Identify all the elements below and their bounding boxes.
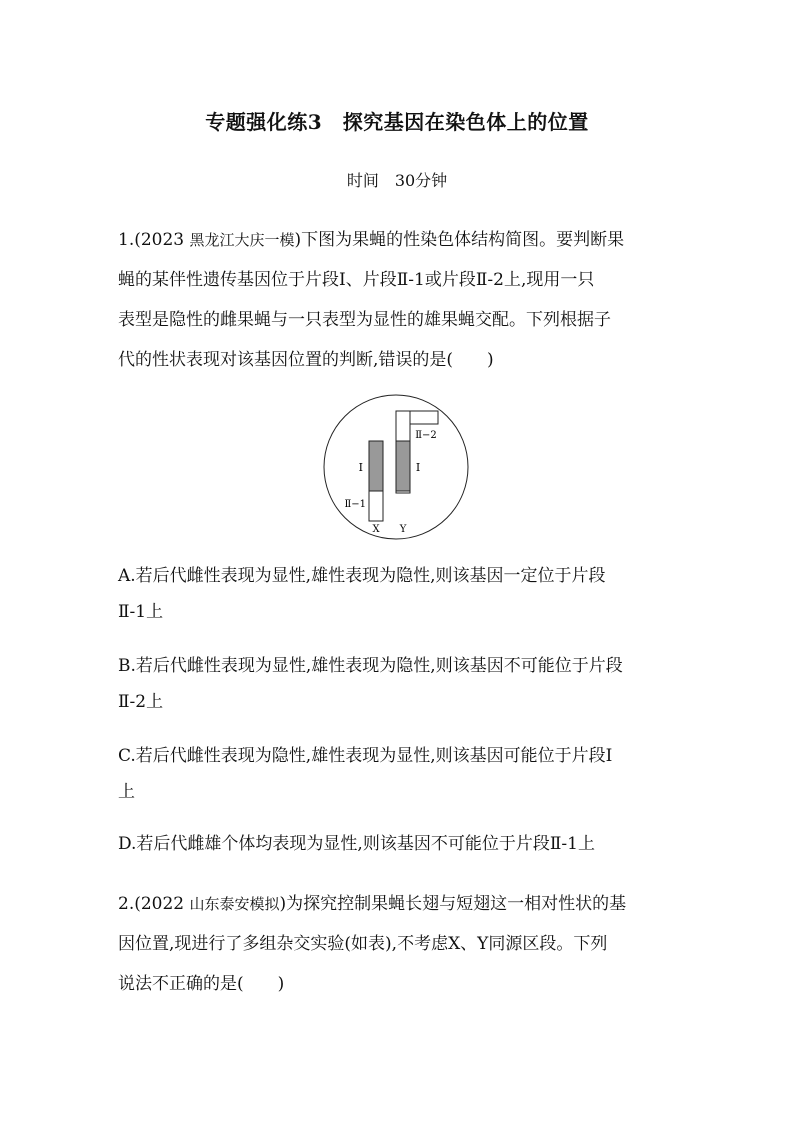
question-2-stem (118, 884, 678, 1004)
question-2-line-3: 说法不正确的是( ) (118, 974, 285, 994)
question-1-option-d (118, 826, 678, 862)
option-a-line-2: Ⅱ-1上 (118, 602, 164, 622)
question-2-line-2: 因位置,现进行了多组杂交实验(如表),不考虑X、Y同源区段。下列 (118, 934, 608, 954)
question-2-source: 山东泰安模拟 (189, 895, 280, 913)
y-label: Y (399, 524, 407, 535)
question-1-line-1 (118, 220, 678, 260)
option-b-line-2: Ⅱ-2上 (118, 692, 164, 712)
question-1-stem (118, 220, 678, 380)
question-1-option-c (118, 738, 678, 810)
option-a-line-1: A.若后代雌性表现为显性,雄性表现为隐性,则该基因一定位于片段 (118, 566, 606, 586)
question-2-line-1 (118, 884, 678, 924)
question-1-line-2: 蝇的某伴性遗传基因位于片段Ⅰ、片段Ⅱ-1或片段Ⅱ-2上,现用一只 (118, 270, 595, 290)
option-b-line-1: B.若后代雌性表现为显性,雄性表现为隐性,则该基因不可能位于片段 (118, 656, 623, 676)
option-c-line-2: 上 (118, 782, 135, 802)
page-title: 专题强化练3 探究基因在染色体上的位置 (205, 110, 589, 134)
question-1-option-b (118, 648, 678, 720)
question-1-text-1: )下图为果蝇的性染色体结构简图。要判断果 (294, 230, 625, 250)
question-1-line-3: 表型是隐性的雌果蝇与一只表型为显性的雄果蝇交配。下列根据子 (118, 310, 611, 330)
x-segment-I (369, 441, 383, 491)
question-1-line-4: 代的性状表现对该基因位置的判断,错误的是( ) (118, 350, 494, 370)
question-2-number: 2.(2022 (118, 894, 190, 914)
y-segment-I (396, 441, 410, 491)
question-1-number: 1.(2023 (118, 230, 190, 250)
x-label: X (372, 524, 380, 535)
time-limit: 时间 30分钟 (346, 171, 448, 190)
question-2-text-1: )为探究控制果蝇长翅与短翅这一相对性状的基 (279, 894, 627, 914)
question-1-option-a (118, 558, 678, 630)
sex-chromosome-diagram (322, 393, 470, 541)
y-segment-I-label: Ⅰ (415, 461, 421, 474)
option-d-line-1: D.若后代雌雄个体均表现为显性,则该基因不可能位于片段Ⅱ-1上 (118, 834, 595, 854)
y-segment-II2-label: Ⅱ−2 (415, 430, 437, 441)
question-1-source: 黑龙江大庆一模 (189, 231, 295, 249)
x-segment-I-label: Ⅰ (358, 461, 363, 474)
y-arm-top (410, 411, 438, 424)
x-segment-II1-label: Ⅱ−1 (344, 499, 366, 510)
option-c-line-1: C.若后代雌性表现为隐性,雄性表现为显性,则该基因可能位于片段Ⅰ (118, 746, 613, 766)
